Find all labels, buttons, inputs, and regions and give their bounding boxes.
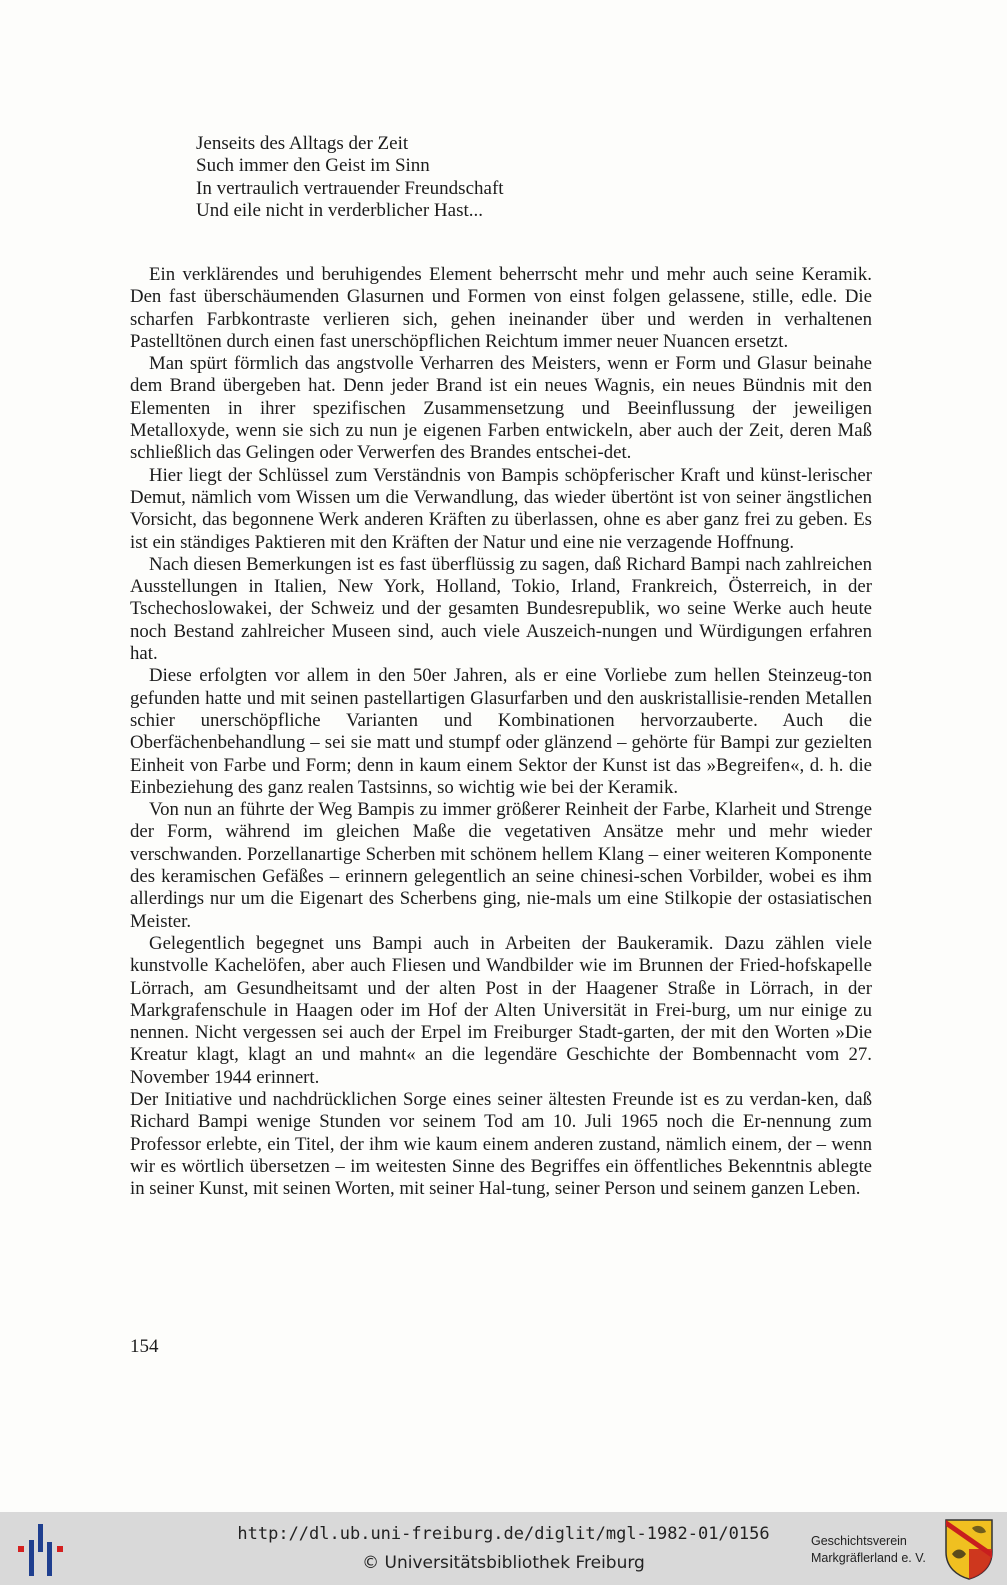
- paragraph: Gelegentlich begegnet uns Bampi auch in Arbeiten der Baukeramik. Dazu zählen viele kunstvolle Kachelöfen, aber auch Fliesen und Wandbilder wie im Brunnen der Fried-hofskapelle Lörrach, am Gesundheitsamt und der alten Post in der Haagener Straße in Lörrach, in der Markgrafenschule in Haagen oder im Hof der Alten Universität in Frei-burg, um nur einige zu nennen. Nicht vergessen sei auch der Erpel im Freiburger Stadt-garten, der mit den Worten »Die Kreatur klagt, klagt an und mahnt« an die legendäre Geschichte der Bombennacht vom 27. November 1944 erinnert.: [130, 932, 872, 1088]
- copyright-text: © Universitätsbibliothek Freiburg: [362, 1553, 645, 1573]
- coat-of-arms-icon: [944, 1518, 994, 1580]
- poem-line: Jenseits des Alltags der Zeit: [196, 133, 409, 154]
- paragraph: Diese erfolgten vor allem in den 50er Jahren, als er eine Vorliebe zum hellen Steinzeug-ton gefunden hatte und mit seinen pastellartigen Glasurfarben und den auskristallisie-renden Metallen schier unerschöpfliche Varianten und Kombinationen hervorzauberte. Auch die Oberfächenbehandlung – sei sie matt und stumpf oder glänzend – gehörte für Bampi zur gezielten Einheit von Farbe und Form; denn in kaum einem Sektor der Kunst ist das »Begreifen«, d. h. die Einbeziehung des ganz realen Tastsinns, so wichtig wie bei der Keramik.: [130, 665, 872, 798]
- poem-line: Such immer den Geist im Sinn: [196, 155, 430, 177]
- paragraph: Von nun an führte der Weg Bampis zu immer größerer Reinheit der Farbe, Klarheit und Strenge der Form, während im gleichen Maße die vegetativen Ansätze mehr und mehr wieder verschwanden. Porzellanartige Scherben mit schönem hellem Klang – einer weiteren Komponente des keramischen Gefäßes – erinnern gelegentlich an seine chinesi-schen Vorbilder, wobei es ihm allerdings nur um die Eigenart des Scherbens ging, nie-mals um eine Stilkopie der ostasiatischen Meister.: [130, 799, 872, 932]
- poem-line: Und eile nicht in verderblicher Hast...: [196, 199, 484, 221]
- paragraph: Ein verklärendes und beruhigendes Element beherrscht mehr und mehr auch seine Keramik. Den fast überschäumenden Glasurnen und Formen von einst folgen gelassene, stille, edle. Die scharfen Farbkontraste verlieren sich, gehen ineinander über und werden in verhaltenen Pastelltönen durch einen fast unerschöpflichen Reichtum immer neuer Nuancen ersetzt.: [130, 264, 872, 352]
- page-number: 154: [130, 1336, 159, 1357]
- footer-bar: [0, 1512, 1007, 1585]
- society-name-line: Markgräflerland e. V.: [811, 1551, 926, 1565]
- society-name: [811, 1533, 941, 1567]
- paragraph: Der Initiative und nachdrücklichen Sorge eines seiner ältesten Freunde ist es zu verdan-ken, daß Richard Bampi wenige Stunden vor seinem Tod am 10. Juli 1965 noch die Er-nennung zum Professor erlebte, ein Titel, der ihm wie kaum einem anderen zustand, nämlich einem, der – wenn wir es wörtlich übersetzen – im weitesten Sinne des Begriffes ein öffentliches Bekenntnis ablegte in seiner Kunst, mit seinen Worten, mit seiner Hal-tung, seiner Person und seinem ganzen Leben.: [130, 1088, 872, 1200]
- source-url[interactable]: http://dl.ub.uni-freiburg.de/diglit/mgl-1982-01/0156: [237, 1524, 770, 1544]
- body-text: [130, 264, 872, 1200]
- poem-block: [196, 133, 716, 222]
- paragraph: Man spürt förmlich das angstvolle Verharren des Meisters, wenn er Form und Glasur beinahe dem Brand übergeben hat. Denn jeder Brand ist ein neues Wagnis, ein neues Bündnis mit den Elementen in ihrer spezifischen Zusammensetzung und Beeinflussung der jeweiligen Metalloxyde, wenn sie sich zu nun je eigenen Farben entwickeln, aber auch der Zeit, deren Maß schließlich das Gelingen oder Verwerfen des Brandes entschei-det.: [130, 353, 872, 464]
- paragraph: Hier liegt der Schlüssel zum Verständnis von Bampis schöpferischer Kraft und künst-lerischer Demut, nämlich vom Wissen um die Verwandlung, das wieder übertönt ist von seiner ängstlichen Vorsicht, das begonnene Werk anderen Kräften zu überlassen, ohne es aber ganz frei zu geben. Es ist ein ständiges Paktieren mit den Kräften der Natur und eine nie verzagende Hoffnung.: [130, 464, 872, 553]
- paragraph: Nach diesen Bemerkungen ist es fast überflüssig zu sagen, daß Richard Bampi nach zahlreichen Ausstellungen in Italien, New York, Holland, Tokio, Irland, Frankreich, Österreich, in der Tschechoslowakei, der Schweiz und der gesamten Bundesrepublik, wo seine Werke auch heute noch Bestand zahlreicher Museen sind, auch viele Auszeich-nungen und Würdigungen erfahren hat.: [130, 553, 872, 665]
- society-name-line: Geschichtsverein: [811, 1534, 907, 1548]
- poem-line: In vertraulich vertrauender Freundschaft: [196, 177, 504, 199]
